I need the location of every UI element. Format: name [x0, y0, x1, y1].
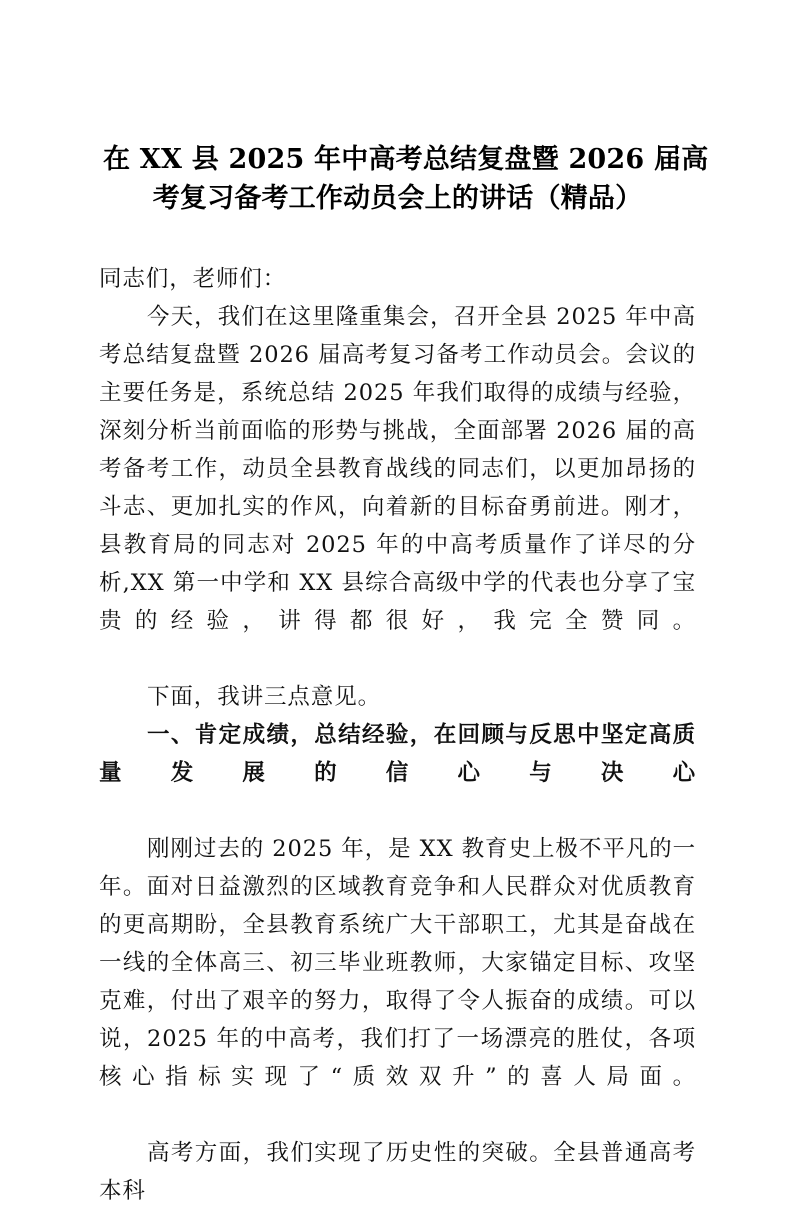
section-one-heading: 一、肯定成绩，总结经验，在回顾与反思中坚定高质量发展的信心与决心	[99, 722, 696, 786]
page-title-line-2: 考复习备考工作动员会上的讲话（精品）	[152, 183, 643, 214]
paragraph-gaokao-results: 高考方面，我们实现了历史性的突破。全县普通高考本科	[99, 1140, 696, 1204]
page-title-line-1: 在 XX 县 2025 年中高考总结复盘暨 2026 届高	[103, 144, 709, 175]
paragraph-three-points-lead: 下面，我讲三点意见。	[147, 684, 382, 710]
paragraph-section-one-body: 刚刚过去的 2025 年，是 XX 教育史上极不平凡的一年。面对日益激烈的区域教育竞争和人民群众对优质教育的更高期盼，全县教育系统广大干部职工，尤其是奋战在一线的全体高三、初三毕业班教师，大家锚定目标、攻坚克难，付出了艰辛的努力，取得了令人振奋的成绩。可以说，2025 年的中高考，我们打了一场漂亮的胜仗，各项核心指标实现了“质效双升”的喜人局面。	[99, 836, 696, 1090]
document-body	[99, 140, 709, 1210]
page-title	[99, 140, 709, 218]
paragraph-opening-remarks: 今天，我们在这里隆重集会，召开全县 2025 年中高考总结复盘暨 2026 届高考复习备考工作动员会。会议的主要任务是，系统总结 2025 年我们取得的成绩与经验，深刻分析当前面临的形势与挑战，全面部署 2026 届的高考备考工作，动员全县教育战线的同志们，以更加昂扬的斗志、更加扎实的作风，向着新的目标奋勇前进。刚才，县教育局的同志对 2025 年的中高考质量作了详尽的分析,XX 第一中学和 XX 县综合高级中学的代表也分享了宝贵的经验，讲得都很好，我完全赞同。	[99, 304, 696, 634]
paragraph-salutation: 同志们，老师们：	[99, 266, 287, 292]
